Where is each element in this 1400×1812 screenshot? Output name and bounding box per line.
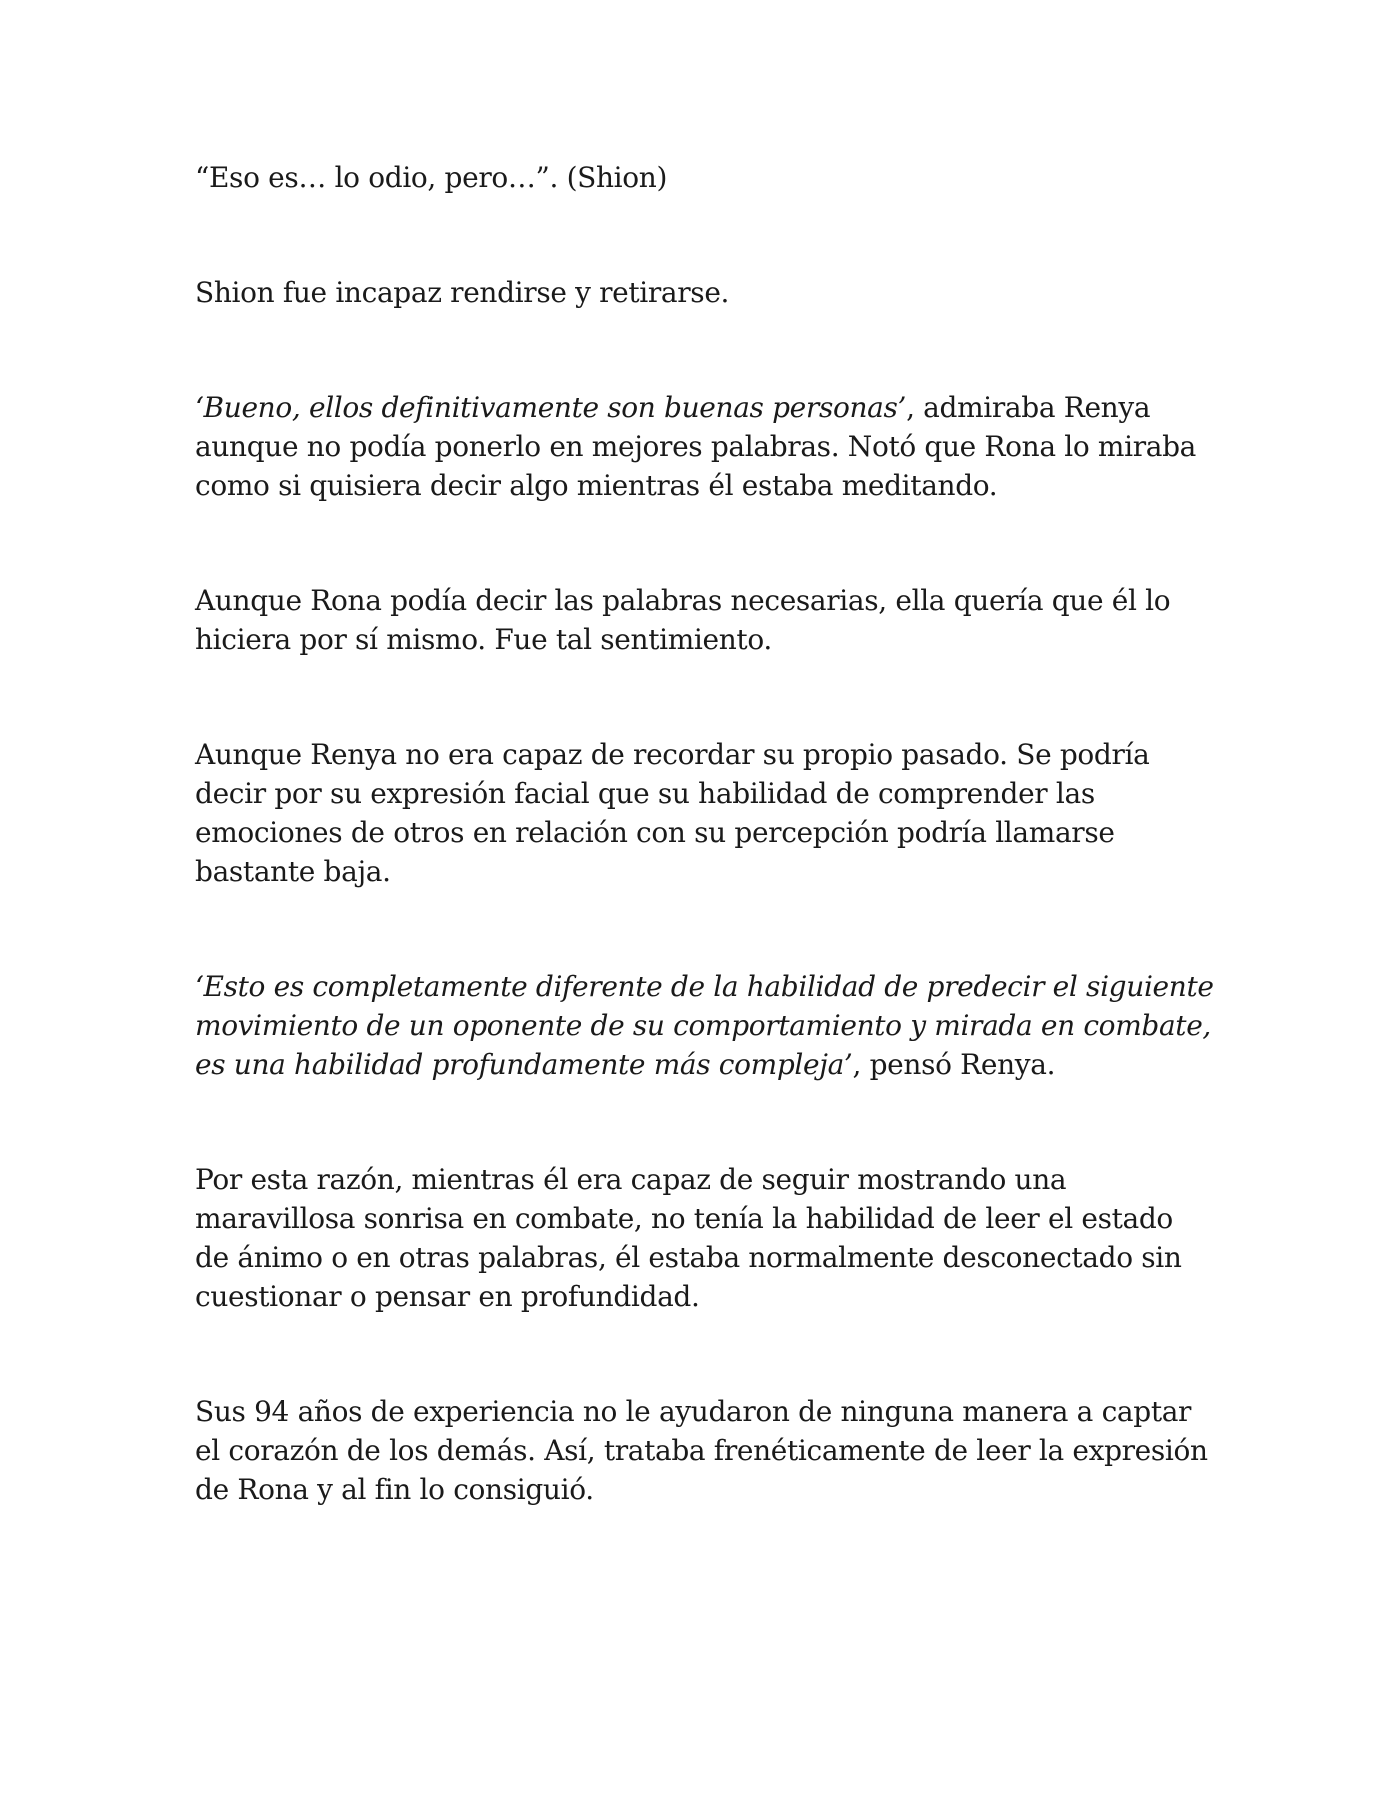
italic-thought: ‘Bueno, ellos definitivamente son buenas personas’ <box>195 391 907 424</box>
paragraph-text: , admiraba Renya aunque no podía ponerlo en mejores palabras. Notó que Rona lo miraba como si quisiera decir algo mientras él estaba meditando. <box>195 391 1197 502</box>
paragraph-1 <box>195 158 1215 197</box>
paragraph-5 <box>195 735 1215 891</box>
paragraph-6 <box>195 967 1215 1084</box>
paragraph-text: Por esta razón, mientras él era capaz de seguir mostrando una maravillosa sonrisa en combate, no tenía la habilidad de leer el estado de ánimo o en otras palabras, él estaba normalmente desconectado sin cuestionar o pensar en profundidad. <box>195 1163 1182 1313</box>
paragraph-text: , pensó Renya. <box>852 1048 1056 1081</box>
paragraph-text: Aunque Rona podía decir las palabras necesarias, ella quería que él lo hiciera por sí mismo. Fue tal sentimiento. <box>195 584 1171 656</box>
paragraph-text: Aunque Renya no era capaz de recordar su propio pasado. Se podría decir por su expresión facial que su habilidad de comprender las emociones de otros en relación con su percepción podría llamarse bastante baja. <box>195 738 1150 888</box>
italic-thought: ‘Esto es completamente diferente de la habilidad de predecir el siguiente movimiento de un oponente de su comportamiento y mirada en combate, es una habilidad profundamente más compleja’ <box>195 970 1214 1081</box>
paragraph-text: Sus 94 años de experiencia no le ayudaron de ninguna manera a captar el corazón de los demás. Así, trataba frenéticamente de leer la expresión de Rona y al fin lo consiguió. <box>195 1395 1208 1506</box>
paragraph-3 <box>195 388 1215 505</box>
paragraph-4 <box>195 581 1215 659</box>
paragraph-7 <box>195 1160 1215 1316</box>
paragraph-text: “Eso es… lo odio, pero…”. (Shion) <box>195 161 668 194</box>
paragraph-2 <box>195 273 1215 312</box>
paragraph-text: Shion fue incapaz rendirse y retirarse. <box>195 276 730 309</box>
paragraph-8 <box>195 1392 1215 1509</box>
document-page <box>195 158 1215 1509</box>
